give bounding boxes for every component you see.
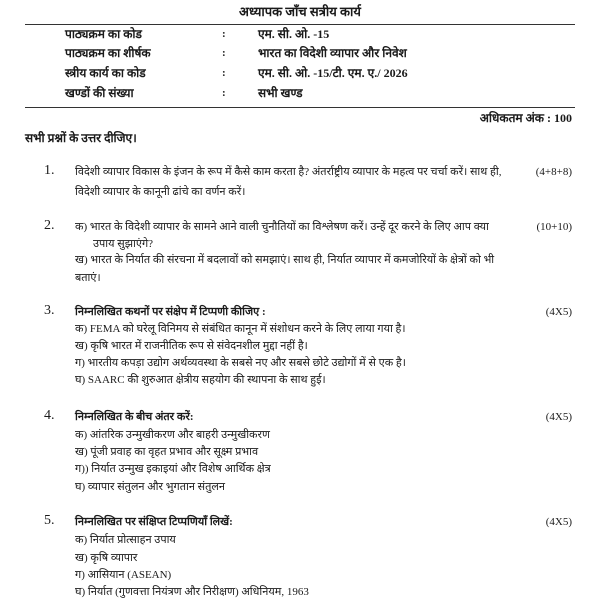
question-line: ख) पूंजी प्रवाह का वृहत प्रभाव और सूक्ष्म प्रभाव [75,446,259,458]
info-sep: : [222,67,226,79]
question-line: बताएं। [75,272,101,284]
question-heading: निम्नलिखित के बीच अंतर करें: [75,411,194,423]
question-line: ग) भारतीय कपड़ा उद्योग अर्थव्यवस्था के सबसे नए और सबसे छोटे उद्योगों में से एक है। [75,357,406,369]
info-label: पाठ्यक्रम का शीर्षक [65,46,151,60]
question-line: घ) SAARC की शुरुआत क्षेत्रीय सहयोग की स्थापना के साथ हुई। [75,374,326,386]
question-line: ख) कृषि व्यापार [75,552,138,564]
question-number: 2. [44,218,55,233]
question-marks: (4X5) [545,306,572,318]
question-line: विदेशी व्यापार के कानूनी ढांचे का वर्णन करें। [75,186,246,198]
info-value: एम. सी. ओ. -15/टी. एम. ए./ 2026 [258,66,408,80]
question-marks: (4X5) [545,411,572,423]
question-line: विदेशी व्यापार विकास के इंजन के रूप में कैसे काम करता है? अंतर्राष्ट्रीय व्यापार के महत्व पर चर्चा करें। साथ ही, [75,166,502,178]
question-line: ग) आसियान (ASEAN) [75,569,172,581]
divider [25,107,575,108]
divider [25,24,575,25]
question-number: 4. [44,408,55,423]
question-marks: (4X5) [545,516,572,528]
question-marks: (10+10) [536,221,572,233]
document-title: अध्यापक जाँच सत्रीय कार्य [239,4,361,19]
question-line: क) FEMA को घरेलू विनिमय से संबंधित कानून में संशोधन करने के लिए लाया गया है। [75,323,406,335]
instruction: सभी प्रश्नों के उत्तर दीजिए। [25,131,137,145]
info-label: खण्डों की संख्या [65,86,134,100]
question-number: 1. [44,163,55,178]
info-value: सभी खण्ड [258,86,303,100]
question-number: 3. [44,303,55,318]
question-number: 5. [44,513,55,528]
question-line: क) भारत के विदेशी व्यापार के सामने आने वाली चुनौतियों का विश्लेषण करें। उन्हें दूर करने के लिए आप क्या [75,221,489,233]
question-line: ख) भारत के निर्यात की संरचना में बदलावों को समझाएं। साथ ही, निर्यात व्यापार में कमजोरियों के क्षेत्रों को भी [75,254,495,266]
question-line: ख) कृषि भारत में राजनीतिक रूप से संवेदनशील मुद्दा नहीं है। [75,340,308,352]
question-heading: निम्नलिखित कथनों पर संक्षेप में टिप्पणी कीजिए : [75,306,266,318]
question-line: क) आंतरिक उन्मुखीकरण और बाहरी उन्मुखीकरण [75,429,270,441]
info-label: स्त्रीय कार्य का कोड [65,66,146,80]
info-sep: : [222,87,226,99]
question-line: उपाय सुझाएंगे? [93,238,154,250]
question-marks: (4+8+8) [535,166,572,178]
info-label: पाठ्यक्रम का कोड [65,27,142,41]
question-line: क) निर्यात प्रोत्साहन उपाय [75,534,176,546]
info-value: भारत का विदेशी व्यापार और निवेश [258,46,407,60]
question-line: घ) व्यापार संतुलन और भुगतान संतुलन [75,481,225,493]
question-line: घ) निर्यात (गुणवत्ता नियंत्रण और निरीक्षण) अधिनियम, 1963 [75,586,309,598]
max-marks: अधिकतम अंक : 100 [479,111,572,125]
question-line: ग)) निर्यात उन्मुख इकाइयां और विशेष आर्थिक क्षेत्र [75,463,271,475]
info-sep: : [222,47,226,59]
info-value: एम. सी. ओ. -15 [258,27,330,41]
info-sep: : [222,28,226,40]
question-heading: निम्नलिखित पर संक्षिप्त टिप्पणियाँ लिखें: [75,516,233,528]
